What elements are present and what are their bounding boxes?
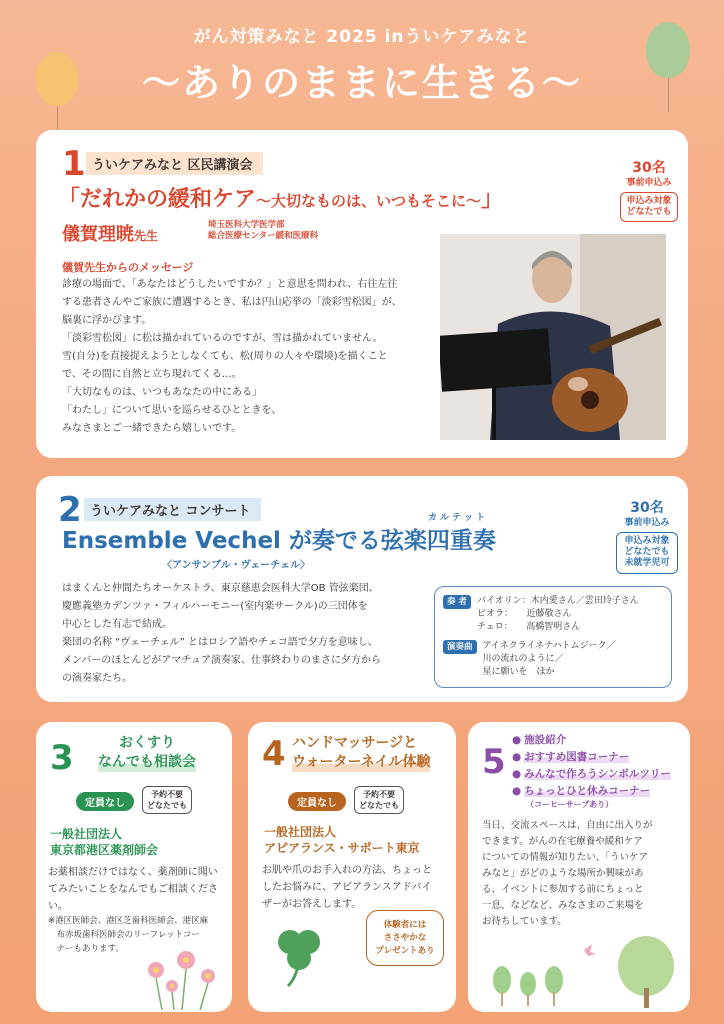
ensemble-kana: 〈アンサンブル・ヴェーチェル〉 (162, 560, 310, 571)
lecture-title-end: 」 (481, 187, 504, 212)
reservation-badge (142, 786, 192, 814)
capacity-count: 30名 (632, 160, 666, 176)
org-line: 東京都港区薬剤師会 (50, 843, 159, 857)
bullet-icon: ● (512, 768, 522, 780)
gift-line: プレゼントあり (375, 946, 435, 956)
performers-list (477, 595, 639, 634)
section-number: 5 (482, 742, 506, 782)
concert-body (62, 580, 460, 688)
target-box (620, 192, 678, 223)
message-body (62, 276, 442, 438)
concert-section (36, 476, 688, 702)
text-line: 脳裏に浮かびます。 (62, 315, 152, 326)
section-tag: ういケアみなと コンサート (84, 498, 261, 521)
title-line: ハンドマッサージと (292, 735, 418, 751)
performer: ビオラ： 近藤敬さん (476, 609, 572, 619)
text-line: 慶應義塾カデンツァ・フィルハーモニー(室内楽サークル)の三団体を (62, 601, 368, 612)
title-line: なんでも相談会 (98, 754, 196, 770)
exchange-space-section (468, 722, 690, 1012)
organizer (264, 824, 420, 856)
capacity-note: 事前申込み (624, 517, 670, 528)
concert-title: Ensemble Vechel が奏でる弦楽四重奏 (62, 528, 496, 554)
bullet-icon: ● (512, 751, 522, 763)
reserve-line: どなたでも (359, 801, 399, 810)
capacity-badge (616, 500, 678, 574)
list-item (512, 783, 671, 800)
performer: バイオリン：木内愛さん／雲田玲子さん (476, 596, 639, 606)
text-line: したお悩みに、アピアランスアドバイ (262, 882, 432, 893)
item-label: ちょっとひと休みコーナー (524, 785, 651, 797)
performers-label: 奏 者 (443, 595, 471, 609)
text-line: い。 (48, 901, 68, 912)
guitarist-illustration (440, 234, 666, 440)
speaker-name (62, 220, 158, 246)
text-line: 一息、などなど、みなさまのご来場を (482, 900, 644, 911)
text-line: 当日、交流スペースは、自由に出入りが (482, 820, 653, 831)
text-line: みなさまとご一緒できたら嬉しいです。 (62, 423, 242, 434)
org-line: 一般社団法人 (50, 827, 123, 841)
lecture-title-sub: ～大切なものは、いつもそこに～ (256, 192, 482, 210)
text-line: についての情報が知りたい、「ういケア (482, 852, 649, 863)
capacity-note: 事前申込み (626, 177, 672, 188)
text-line: はまくんと仲間たちオーケストラ、東京慈恵会医科大学OB 管弦楽団、 (62, 583, 379, 594)
text-line: 中心とした有志で結成。 (62, 619, 172, 630)
section-number: 3 (50, 738, 74, 778)
capacity-badge (620, 160, 678, 222)
song: アイネクライネナハトムジーク／ (482, 641, 616, 651)
performer: チェロ： 高橋智明さん (476, 622, 581, 632)
text-line: お肌や爪のお手入れの方法、ちょっと (262, 865, 432, 876)
section-title (292, 734, 430, 772)
flower-illustration (136, 944, 228, 1010)
note-line: ※港区医師会、港区芝歯科医師会、港区麻 (48, 916, 209, 926)
item-label: おすすめ図書コーナー (524, 751, 630, 763)
section-number: 1 (62, 144, 86, 184)
speaker-honorific: 先生 (134, 229, 159, 243)
section-title (98, 734, 196, 772)
songs-label: 演奏曲 (443, 640, 477, 654)
text-line: 「大切なものは、いつもあなたの中にある」 (62, 387, 262, 398)
target-line: 未就学児可 (624, 558, 670, 569)
speaker-affiliation (208, 220, 318, 242)
text-line: 「わたし」について思いを巡らせるひとときを、 (62, 405, 282, 416)
target-line: どなたでも (624, 547, 670, 557)
list-item (512, 766, 671, 783)
song: 星に願いを ほか (482, 667, 555, 677)
speaker-photo (440, 234, 666, 440)
note-line: ナーもあります。 (48, 944, 124, 954)
quartet-ruby: カルテット (428, 513, 489, 523)
list-item (512, 749, 671, 766)
text-line: の演奏家たち。 (62, 673, 132, 684)
text-line: メンバーのほとんどがアマチュア演奏家、仕事終わりのまさに夕方から (62, 655, 381, 666)
target-line: 申込み対象 (626, 195, 672, 206)
bullet-icon: ● (512, 785, 522, 797)
clover-illustration (266, 922, 332, 988)
lecture-title (58, 182, 503, 213)
affiliation-line: 埼玉医科大学医学部 (208, 220, 285, 230)
facility-items (512, 732, 671, 810)
trees-illustration (488, 936, 678, 1008)
org-line: 一般社団法人 (264, 825, 337, 839)
bullet-icon: ● (512, 734, 522, 746)
text-line: 診療の場面で、「あなたはどうしたいですか？」と意思を問われ、右往左往 (62, 279, 398, 290)
section-body (262, 862, 446, 913)
reservation-badge (354, 786, 404, 814)
gift-line: 体験者には (383, 920, 427, 930)
speaker-name-text: 儀賀理暁 (62, 224, 134, 245)
reserve-line: 予約不要 (151, 790, 183, 799)
capacity-pill: 定員なし (76, 792, 134, 811)
target-line: 申込み対象 (624, 535, 670, 546)
text-line: する患者さんやご家族に遭遇するとき、私は円山応挙の「淡彩雪松図」が、 (62, 297, 402, 308)
text-line: ザーがお答えします。 (262, 899, 362, 910)
reserve-line: どなたでも (147, 801, 187, 810)
organizer (50, 826, 158, 858)
title-line: おくすり (119, 735, 175, 751)
hand-massage-section (248, 722, 456, 1012)
text-line: みなと」がどのような場所か興味があ (482, 868, 644, 879)
target-box (616, 532, 678, 574)
songs-list (483, 640, 616, 679)
text-line: できます。がんの在宅療養や緩和ケア (482, 836, 643, 847)
item-label: みんなで作ろうシンボルツリー (524, 768, 671, 780)
list-item (512, 732, 671, 749)
title-line: ウォーターネイル体験 (292, 754, 431, 770)
header-subtitle: がん対策みなと 2025 inういケアみなと (193, 27, 531, 47)
songs-row (443, 640, 663, 679)
message-heading: 儀賀先生からのメッセージ (62, 261, 194, 274)
target-line: どなたでも (626, 207, 672, 217)
lecture-title-main: 「だれかの緩和ケア (58, 187, 257, 212)
capacity-pill: 定員なし (288, 792, 346, 811)
text-line: る、イベントに参加する前にちょっと (482, 884, 644, 895)
section-number: 4 (262, 734, 286, 774)
performers-row (443, 595, 663, 634)
song: 川の流れのように／ (482, 654, 564, 664)
reserve-line: 予約不要 (363, 790, 395, 799)
text-line: 「淡彩雪松図」に松は描かれているのですが、雪は描かれていません。 (62, 333, 383, 344)
section-body (48, 864, 224, 915)
section-body (482, 818, 678, 930)
note-line: 布赤坂歯科医師会のリーフレットコー (48, 930, 200, 940)
text-line: お薬相談だけではなく、薬剤師に聞い (48, 867, 218, 878)
item-label: 施設紹介 (524, 734, 567, 746)
section-number: 2 (58, 490, 82, 530)
org-line: アピアランス・サポート東京 (264, 841, 420, 855)
affiliation-line: 総合医療センター緩和医療科 (208, 231, 319, 241)
gift-line: ささやかな (383, 933, 427, 943)
text-line: てみたいことをなんでもご相談くださ (48, 884, 218, 895)
medicine-consultation-section (36, 722, 232, 1012)
section-tag: ういケアみなと 区民講演会 (86, 152, 263, 175)
text-line: 雪(自分)を直接捉えようとしなくても、松(周りの人々や環境)を描くこと (62, 351, 388, 362)
capacity-count: 30名 (630, 500, 664, 516)
lecture-section (36, 130, 688, 458)
item-note: （コーヒーサーブあり） (526, 800, 614, 809)
text-line: お待ちしています。 (482, 916, 567, 927)
text-line: で、その間に自然と立ち現れてくる…。 (62, 369, 242, 380)
gift-bubble (366, 910, 444, 966)
page-title: ～ありのままに生きる～ (141, 61, 582, 105)
text-line: 楽団の名称 “ヴェーチェル” とはロシア語やチェコ語で夕方を意味し、 (62, 637, 378, 648)
performers-box (434, 586, 672, 688)
